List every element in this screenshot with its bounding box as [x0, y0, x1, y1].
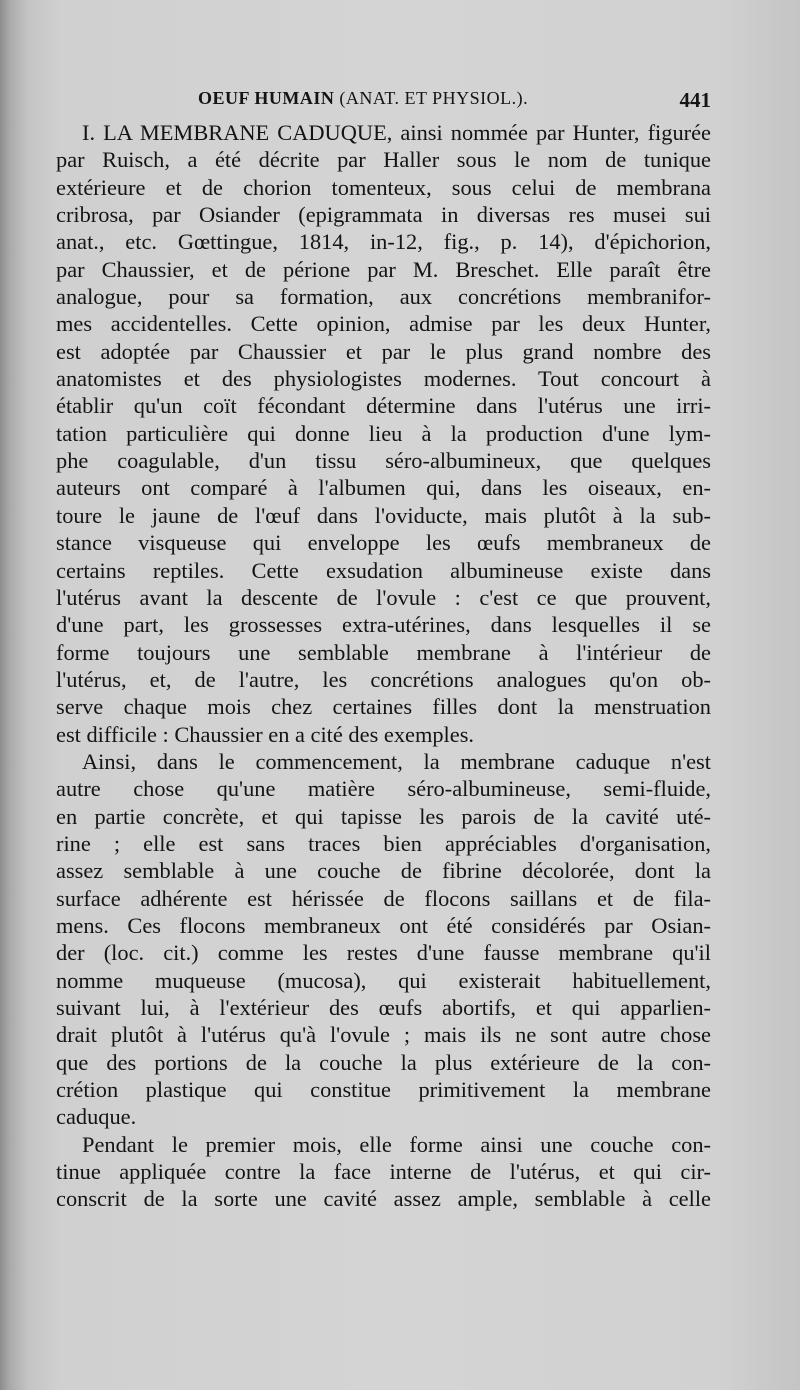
text-line: anat., etc. Gœttingue, 1814, in-12, fig., p. 14), d'épichorion, — [56, 229, 711, 255]
text-line: d'une part, les grossesses extra-utérines, dans lesquelles il se — [56, 612, 711, 638]
text-line: est adoptée par Chaussier et par le plus grand nombre des — [56, 338, 711, 364]
text-line: surface adhérente est hérissée de flocons saillans et de fila- — [56, 885, 711, 911]
running-title — [198, 88, 528, 109]
text-line: anatomistes et des physiologistes modernes. Tout concourt à — [56, 366, 711, 392]
text-line: caduque. — [56, 1104, 137, 1130]
text-line: crétion plastique qui constitue primitivement la membrane — [56, 1077, 711, 1103]
text-line: rine ; elle est sans traces bien appréciables d'organisation, — [56, 830, 711, 856]
text-line: toure le jaune de l'œuf dans l'oviducte, mais plutôt à la sub- — [56, 502, 711, 528]
text-line: tinue appliquée contre la face interne de l'utérus, et qui cir- — [56, 1159, 711, 1185]
page-header — [56, 88, 711, 116]
text-line: mens. Ces flocons membraneux ont été considérés par Osian- — [56, 912, 711, 938]
text-line: extérieure et de chorion tomenteux, sous celui de membrana — [56, 174, 711, 200]
running-title-main: OEUF HUMAIN — [198, 88, 335, 108]
text-line: drait plutôt à l'utérus qu'à l'ovule ; mais ils ne sont autre chose — [56, 1022, 711, 1048]
text-line: conscrit de la sorte une cavité assez ample, semblable à celle — [56, 1186, 711, 1212]
paragraph — [56, 119, 711, 748]
text-line: Pendant le premier mois, elle forme ainsi une couche con- — [82, 1131, 711, 1157]
text-line: analogue, pour sa formation, aux concrétions membranifor- — [56, 284, 711, 310]
paragraph — [56, 748, 711, 1131]
text-line: suivant lui, à l'extérieur des œufs abortifs, et qui apparlien- — [56, 995, 711, 1020]
paragraph — [56, 1131, 711, 1213]
body-text — [56, 119, 711, 1213]
text-line: est difficile : Chaussier en a cité des exemples. — [56, 721, 475, 747]
running-title-sub: (ANAT. ET PHYSIOL.). — [339, 88, 529, 108]
text-line: que des portions de la couche la plus extérieure de la con- — [56, 1049, 711, 1075]
text-line: l'utérus avant la descente de l'ovule : c'est ce que prouvent, — [56, 584, 711, 610]
text-line: phe coagulable, d'un tissu séro-albumineux, que quelques — [56, 448, 711, 474]
text-line: certains reptiles. Cette exsudation albumineuse existe dans — [56, 557, 711, 583]
text-line: der (loc. cit.) comme les restes d'une fausse membrane qu'il — [56, 940, 711, 966]
text-line: nomme muqueuse (mucosa), qui existerait habituellement, — [56, 967, 711, 993]
text-line: autre chose qu'une matière séro-albumineuse, semi-fluide, — [56, 776, 711, 802]
text-line: en partie concrète, et qui tapisse les parois de la cavité uté- — [56, 803, 711, 829]
text-line: I. LA MEMBRANE CADUQUE, ainsi nommée par Hunter, figurée — [82, 120, 711, 145]
text-line: par Ruisch, a été décrite par Haller sous le nom de tunique — [56, 147, 711, 173]
text-line: serve chaque mois chez certaines filles dont la menstruation — [56, 694, 711, 720]
text-line: auteurs ont comparé à l'albumen qui, dans les oiseaux, en- — [56, 475, 711, 501]
text-line: tation particulière qui donne lieu à la production d'une lym- — [56, 420, 711, 446]
text-line: assez semblable à une couche de fibrine décolorée, dont la — [56, 858, 711, 884]
text-line: stance visqueuse qui enveloppe les œufs membraneux de — [56, 530, 711, 556]
text-line: établir qu'un coït fécondant détermine dans l'utérus une irri- — [56, 393, 711, 419]
text-line: Ainsi, dans le commencement, la membrane caduque n'est — [82, 748, 711, 774]
text-line: cribrosa, par Osiander (epigrammata in diversas res musei sui — [56, 202, 711, 228]
text-line: par Chaussier, et de périone par M. Breschet. Elle paraît être — [56, 256, 711, 282]
page-number: 441 — [679, 88, 711, 112]
text-line: forme toujours une semblable membrane à l'intérieur de — [56, 639, 711, 665]
text-line: mes accidentelles. Cette opinion, admise par les deux Hunter, — [56, 311, 711, 337]
text-line: l'utérus, et, de l'autre, les concrétions analogues qu'on ob- — [56, 666, 711, 692]
